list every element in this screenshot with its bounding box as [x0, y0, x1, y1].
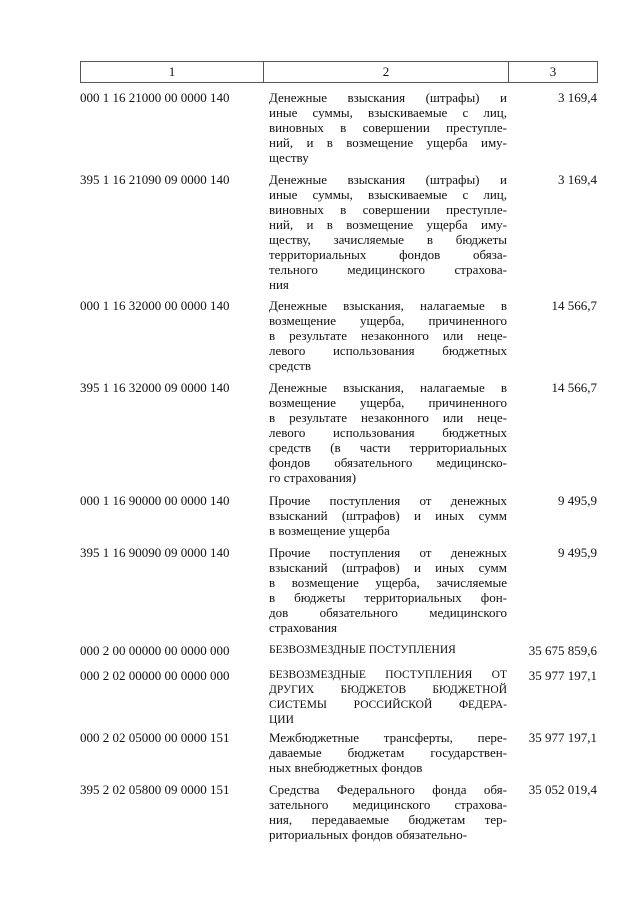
description-line: виновных в совершении преступле- — [269, 202, 507, 217]
description-line: в бюджеты территориальных фон- — [269, 590, 507, 605]
description-line: в возмещение ущерба — [269, 523, 390, 538]
description-line: риториальных фондов обязательно- — [269, 827, 468, 842]
description-line: левого использования бюджетных — [269, 425, 507, 440]
row-value: 9 495,9 — [558, 545, 597, 560]
row-code: 395 1 16 32000 09 0000 140 — [80, 380, 230, 395]
description-line: в результате незаконного или неце- — [269, 410, 507, 425]
row-code: 000 1 16 21000 00 0000 140 — [80, 90, 230, 105]
row-description — [269, 730, 507, 775]
row-value: 35 675 859,6 — [528, 643, 597, 658]
description-line: виновных в совершении преступле- — [269, 120, 507, 135]
row-code: 000 1 16 90000 00 0000 140 — [80, 493, 230, 508]
description-line: левого использования бюджетных — [269, 343, 507, 358]
row-code: 000 2 02 05000 00 0000 151 — [80, 730, 230, 745]
description-line: иные суммы, взыскиваемые с лиц, — [269, 187, 507, 202]
row-description — [269, 90, 507, 165]
description-line: в возмещение ущерба, зачисляемые — [269, 575, 507, 590]
row-value: 9 495,9 — [558, 493, 597, 508]
row-value: 14 566,7 — [551, 298, 597, 313]
description-line: БЕЗВОЗМЕЗДНЫЕ ПОСТУПЛЕНИЯ ОТ — [269, 669, 507, 681]
row-code: 000 1 16 32000 00 0000 140 — [80, 298, 230, 313]
row-description — [269, 668, 507, 728]
row-description — [269, 380, 507, 485]
description-line: Денежные взыскания, налагаемые в — [269, 298, 507, 313]
description-line: Прочие поступления от денежных — [269, 493, 507, 508]
row-value: 14 566,7 — [551, 380, 597, 395]
row-code: 000 2 02 00000 00 0000 000 — [80, 668, 230, 683]
description-line: ществу — [269, 150, 309, 165]
description-line: средств (в части территориальных — [269, 440, 507, 455]
description-line: ния, передаваемые бюджетам тер- — [269, 812, 507, 827]
header-col-3: 3 — [549, 64, 557, 79]
row-code: 395 1 16 21090 09 0000 140 — [80, 172, 230, 187]
description-line: фондов обязательного медицинско- — [269, 455, 507, 470]
description-line: взысканий (штрафов) и иных сумм — [269, 508, 507, 523]
description-line: территориальных фондов обяза- — [269, 247, 507, 262]
table-header — [80, 61, 598, 83]
description-line: ний, и в возмещение ущерба иму- — [269, 217, 507, 232]
row-value: 3 169,4 — [558, 172, 597, 187]
row-description — [269, 298, 507, 373]
description-line: тельного медицинского страхова- — [269, 262, 507, 277]
description-line: зательного медицинского страхова- — [269, 797, 507, 812]
description-line: СИСТЕМЫ РОССИЙСКОЙ ФЕДЕРА- — [269, 699, 507, 711]
row-description — [269, 643, 507, 658]
description-line: ния — [269, 277, 289, 292]
description-line: ществу, зачисляемые в бюджеты — [269, 232, 507, 247]
description-line: страхования — [269, 620, 338, 635]
description-line: возмещение ущерба, причиненного — [269, 395, 507, 410]
row-value: 35 977 197,1 — [528, 668, 597, 683]
row-description — [269, 172, 507, 292]
row-code: 395 1 16 90090 09 0000 140 — [80, 545, 230, 560]
row-code: 000 2 00 00000 00 0000 000 — [80, 643, 230, 658]
row-value: 3 169,4 — [558, 90, 597, 105]
description-line: ных внебюджетных фондов — [269, 760, 423, 775]
description-line: средств — [269, 358, 312, 373]
description-line: в результате незаконного или неце- — [269, 328, 507, 343]
header-col-1: 1 — [81, 62, 264, 82]
description-line: ЦИИ — [269, 714, 294, 726]
description-line: возмещение ущерба, причиненного — [269, 313, 507, 328]
description-line: Прочие поступления от денежных — [269, 545, 507, 560]
row-value: 35 052 019,4 — [528, 782, 597, 797]
description-line: ний, и в возмещение ущерба иму- — [269, 135, 507, 150]
description-line: ДРУГИХ БЮДЖЕТОВ БЮДЖЕТНОЙ — [269, 684, 507, 696]
description-line: БЕЗВОЗМЕЗДНЫЕ ПОСТУПЛЕНИЯ — [269, 644, 456, 656]
row-description — [269, 493, 507, 538]
description-line: Денежные взыскания (штрафы) и — [269, 172, 507, 187]
row-description — [269, 545, 507, 635]
row-value: 35 977 197,1 — [528, 730, 597, 745]
description-line: Денежные взыскания, налагаемые в — [269, 380, 507, 395]
description-line: иные суммы, взыскиваемые с лиц, — [269, 105, 507, 120]
row-code: 395 2 02 05800 09 0000 151 — [80, 782, 230, 797]
description-line: даваемые бюджетам государствен- — [269, 745, 507, 760]
row-description — [269, 782, 507, 842]
description-line: го страхования) — [269, 470, 357, 485]
description-line: Межбюджетные трансферты, пере- — [269, 730, 507, 745]
description-line: дов обязательного медицинского — [269, 605, 507, 620]
description-line: взысканий (штрафов) и иных сумм — [269, 560, 507, 575]
description-line: Средства Федерального фонда обя- — [269, 782, 507, 797]
header-col-2: 2 — [264, 62, 509, 82]
description-line: Денежные взыскания (штрафы) и — [269, 90, 507, 105]
